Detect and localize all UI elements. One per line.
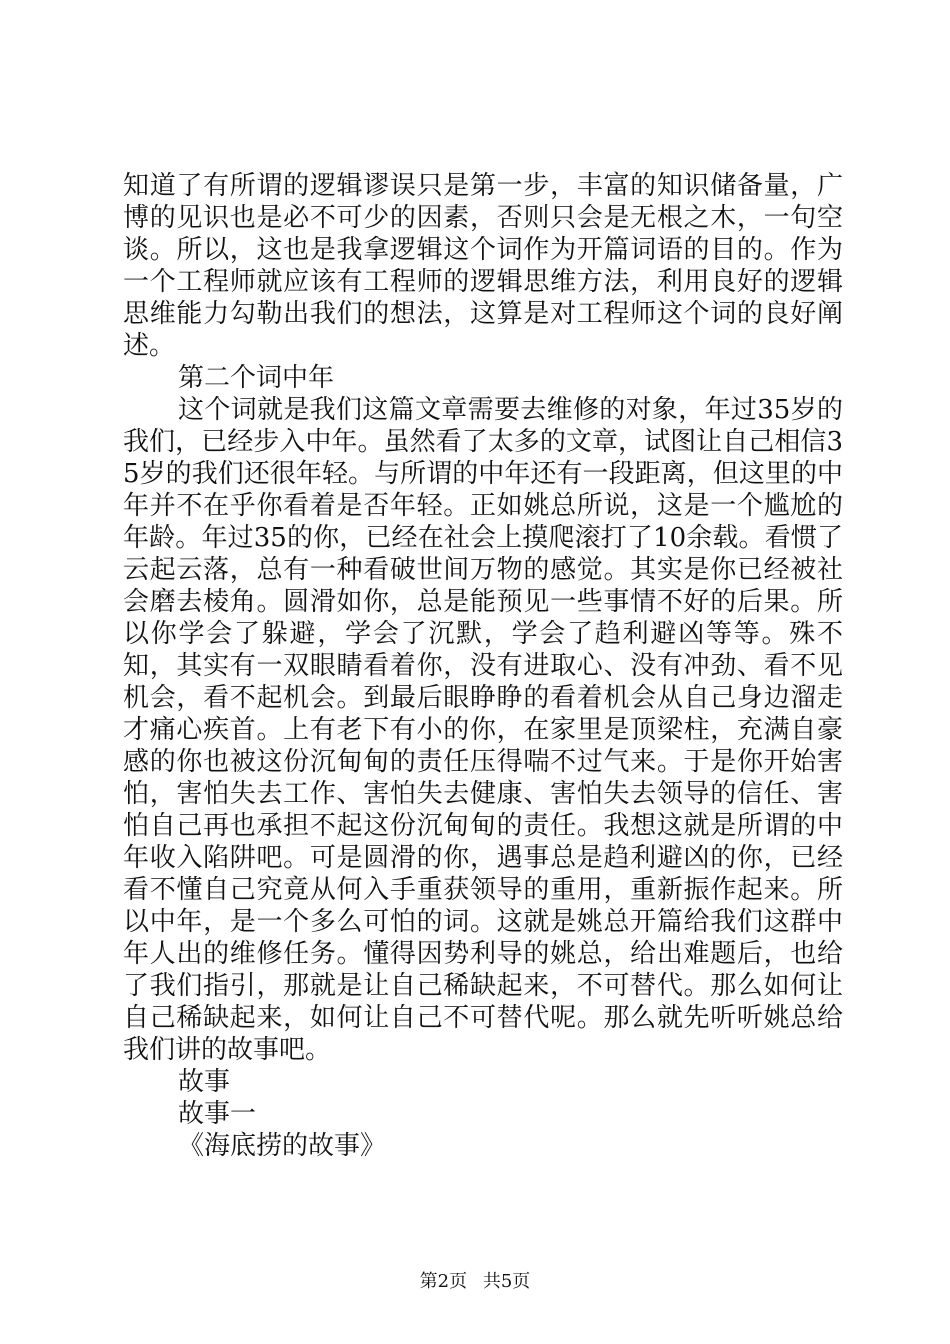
story-title: 《海底捞的故事》 — [178, 1131, 387, 1161]
page-footer — [0, 1270, 950, 1294]
page-total: 共5页 — [482, 1271, 531, 1292]
page-number: 第2页 — [419, 1271, 468, 1292]
heading-story: 故事 — [178, 1067, 231, 1097]
heading-story-one: 故事一 — [178, 1099, 257, 1129]
document-body — [123, 170, 843, 1162]
paragraph-logic-conclusion: 知道了有所谓的逻辑谬误只是第一步，丰富的知识储备量，广博的见识也是必不可少的因素，否则只会是无根之木，一句空谈。所以，这也是我拿逻辑这个词作为开篇词语的目的。作为一个工程师就应该有工程师的逻辑思维方法，利用良好的逻辑思维能力勾勒出我们的想法，这算是对工程师这个词的良好阐述。 — [123, 171, 843, 361]
heading-second-word: 第二个词中年 — [178, 363, 335, 393]
paragraph-middle-age: 这个词就是我们这篇文章需要去维修的对象，年过35岁的我们，已经步入中年。虽然看了太多的文章，试图让自己相信35岁的我们还很年轻。与所谓的中年还有一段距离，但这里的中年并不在乎你看着是否年轻。正如姚总所说，这是一个尴尬的年龄。年过35的你，已经在社会上摸爬滚打了10余载。看惯了云起云落，总有一种看破世间万物的感觉。其实是你已经被社会磨去棱角。圆滑如你，总是能预见一些事情不好的后果。所以你学会了躲避，学会了沉默，学会了趋利避凶等等。殊不知，其实有一双眼睛看着你，没有进取心、没有冲劲、看不见机会，看不起机会。到最后眼睁睁的看着机会从自己身边溜走才痛心疾首。上有老下有小的你，在家里是顶梁柱，充满自豪感的你也被这份沉甸甸的责任压得喘不过气来。于是你开始害怕，害怕失去工作、害怕失去健康、害怕失去领导的信任、害怕自己再也承担不起这份沉甸甸的责任。我想这就是所谓的中年收入陷阱吧。可是圆滑的你，遇事总是趋利避凶的你，已经看不懂自己究竟从何入手重获领导的重用，重新振作起来。所以中年，是一个多么可怕的词。这就是姚总开篇给我们这群中年人出的维修任务。懂得因势利导的姚总，给出难题后，也给了我们指引，那就是让自己稀缺起来，不可替代。那么如何让自己稀缺起来，如何让自己不可替代呢。那么就先听听姚总给我们讲的故事吧。 — [123, 395, 843, 1065]
